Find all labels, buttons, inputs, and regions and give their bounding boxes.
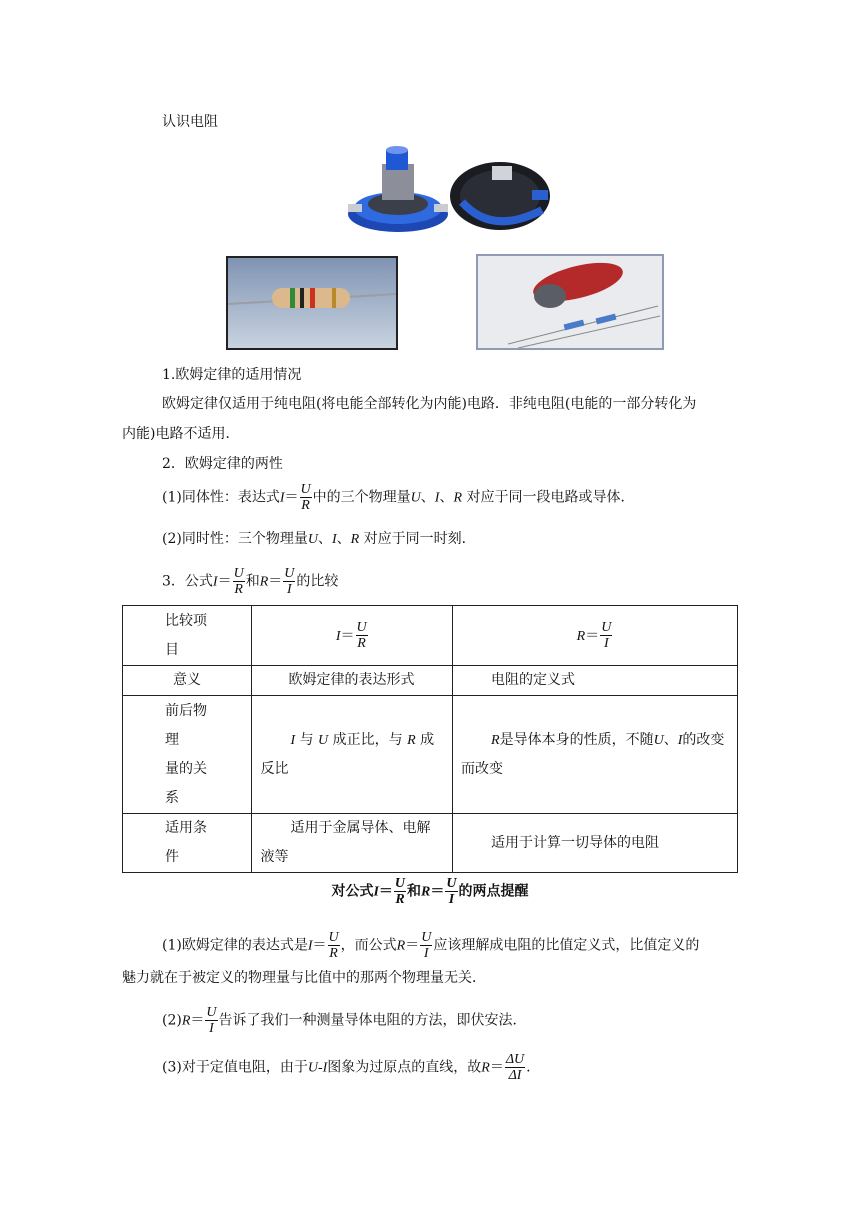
symbol: R <box>350 532 360 547</box>
symbol: R <box>407 732 416 748</box>
numerator: U <box>233 566 244 581</box>
section2-item2 <box>162 529 476 550</box>
text: 、 <box>439 489 454 506</box>
denominator: I <box>209 1021 214 1036</box>
header-cell-item <box>123 606 252 666</box>
row-label-relation <box>123 696 252 814</box>
text: 3．公式 <box>162 573 213 590</box>
denominator: R <box>301 498 310 513</box>
table-row <box>123 606 738 666</box>
symbol: I <box>279 490 285 506</box>
color-ring-resistor-photo <box>226 256 398 350</box>
text: 和 <box>407 883 422 900</box>
cell-relation-resistance <box>453 696 738 814</box>
symbol: R <box>453 490 462 506</box>
text: 和 <box>245 573 260 590</box>
numerator: U <box>394 876 406 891</box>
fraction-u-over-r <box>233 566 245 597</box>
fraction-u-over-i <box>600 620 612 651</box>
symbol: U <box>307 532 318 547</box>
symbol: I <box>434 490 440 506</box>
numerator: U <box>284 566 295 581</box>
fraction-u-over-r <box>328 930 340 961</box>
fraction-u-over-r <box>394 876 406 907</box>
text: ＝ <box>268 573 283 590</box>
row-label-meaning: 意义 <box>123 666 252 696</box>
tip3 <box>162 1052 531 1083</box>
numerator: U <box>446 876 457 891</box>
symbol: I <box>373 884 379 900</box>
text: 而改变 <box>461 760 504 777</box>
text: ＝ <box>378 883 393 900</box>
text: 系 <box>165 789 179 806</box>
text: 对应于同一段电路或导体． <box>466 489 635 506</box>
text: ＝ <box>217 573 232 590</box>
symbol: I <box>335 628 341 644</box>
text: 中的三个物理量 <box>312 489 411 506</box>
fraction-u-over-r <box>356 620 368 651</box>
cell-relation-ohm <box>252 696 453 814</box>
text: 与 <box>299 731 314 748</box>
cell-meaning-resistance: 电阻的定义式 <box>453 666 738 696</box>
fraction-u-over-r <box>300 482 312 513</box>
symbol: U-I <box>307 1060 328 1076</box>
section1-title: 1.欧姆定律的适用情况 <box>162 367 302 383</box>
denominator: R <box>329 946 338 961</box>
denominator: R <box>234 582 243 597</box>
denominator: R <box>357 636 366 651</box>
symbol: I <box>331 532 337 547</box>
numerator: U <box>356 620 367 635</box>
numerator: U <box>421 930 432 945</box>
symbol: R <box>491 732 500 748</box>
text: ＝ <box>190 1012 205 1029</box>
text: ＝ <box>430 883 445 900</box>
symbol: U <box>318 732 329 748</box>
symbol: R <box>421 884 431 900</box>
denominator: I <box>423 946 429 961</box>
text: (2)同时性：三个物理量 <box>162 531 308 547</box>
text: 的改变 <box>682 731 725 748</box>
text: . <box>526 1059 531 1076</box>
symbol: R <box>396 938 406 954</box>
text: 反比 <box>260 760 289 777</box>
tips-heading <box>0 876 860 907</box>
denominator: I <box>287 582 292 597</box>
comparison-table <box>122 605 738 873</box>
text: 的比较 <box>296 573 339 590</box>
potentiometer-photo <box>342 146 558 238</box>
tip2 <box>162 1005 527 1036</box>
text: 、 <box>336 531 351 547</box>
tip1-line2: 魅力就在于被定义的物理量与比值中的那两个物理量无关． <box>122 970 486 986</box>
fraction-u-over-i <box>420 930 432 961</box>
denominator: I <box>448 892 455 907</box>
text: 是导体本身的性质，不随 <box>499 731 654 748</box>
header-cell-formula-i <box>252 606 453 666</box>
numerator: U <box>601 620 612 635</box>
text: ＝ <box>585 627 600 644</box>
text: (1)欧姆定律的表达式是 <box>162 937 308 954</box>
denominator: I <box>603 636 609 651</box>
symbol: I <box>307 938 313 954</box>
section1-paragraph-line2: 内能)电路不适用． <box>122 426 240 442</box>
denominator: ΔI <box>508 1068 522 1083</box>
text: 、 <box>420 489 435 506</box>
text: 成正比，与 <box>332 731 403 748</box>
section2-title: 2．欧姆定律的两性 <box>162 456 283 472</box>
text: ＝ <box>405 937 420 954</box>
symbol: I <box>677 732 683 748</box>
text: ＝ <box>312 937 327 954</box>
numerator: ΔU <box>505 1052 525 1067</box>
symbol: I <box>212 574 218 590</box>
header-cell-formula-r <box>453 606 738 666</box>
text: 理 <box>165 731 179 748</box>
symbol: R <box>576 628 586 644</box>
symbol: U <box>410 490 421 506</box>
cell-condition-resistance: 适用于计算一切导体的电阻 <box>453 814 738 873</box>
text: (1)同体性：表达式 <box>162 489 280 506</box>
text: 成 <box>420 731 435 748</box>
text: 对公式 <box>331 883 374 900</box>
symbol: R <box>181 1013 191 1029</box>
text: 适用于金属导体、电解 <box>290 820 431 836</box>
text: 目 <box>165 641 179 658</box>
fraction-u-over-i <box>283 566 295 597</box>
text: 应该理解成电阻的比值定义式，比值定义的 <box>433 937 700 954</box>
denominator: R <box>395 892 405 907</box>
symbol: R <box>259 574 269 590</box>
row-label-condition <box>123 814 252 873</box>
text: 件 <box>165 849 179 865</box>
text: (2) <box>162 1012 182 1029</box>
fraction-u-over-i <box>445 876 457 907</box>
section3-title <box>162 566 338 597</box>
text: 对应于同一时刻． <box>363 531 476 547</box>
symbol: U <box>653 732 664 748</box>
resistors-and-potentiometer-photo <box>476 254 664 350</box>
tip1-line1 <box>162 930 699 961</box>
text: 的两点提醒 <box>458 883 529 900</box>
text: ，而公式 <box>340 937 397 954</box>
text: ＝ <box>489 1059 504 1076</box>
text: 告诉了我们一种测量导体电阻的方法，即伏安法． <box>218 1012 527 1029</box>
table-row <box>123 696 738 814</box>
text: 比较项 <box>165 612 207 629</box>
text: ＝ <box>340 627 355 644</box>
text: ＝ <box>284 489 299 506</box>
text: 前后物 <box>165 702 207 719</box>
fraction-u-over-i <box>205 1005 217 1036</box>
symbol: I <box>290 732 296 748</box>
text: 、 <box>663 731 678 748</box>
text: 量的关 <box>165 760 207 777</box>
section1-paragraph-line1: 欧姆定律仅适用于纯电阻(将电能全部转化为内能)电路．非纯电阻(电能的一部分转化为 <box>162 396 697 412</box>
section2-item1 <box>162 482 634 513</box>
cell-condition-ohm <box>252 814 453 873</box>
text: 图象为过原点的直线，故 <box>327 1059 482 1076</box>
text: (3)对于定值电阻，由于 <box>162 1059 308 1076</box>
table-row <box>123 814 738 873</box>
fraction-du-over-di <box>505 1052 525 1083</box>
numerator: U <box>328 930 339 945</box>
text: 液等 <box>260 849 289 865</box>
table-row <box>123 666 738 696</box>
text: 、 <box>317 531 332 547</box>
text: 适用条 <box>165 820 207 836</box>
numerator: U <box>300 482 311 497</box>
symbol: R <box>481 1060 490 1076</box>
cell-meaning-ohm: 欧姆定律的表达形式 <box>252 666 453 696</box>
page-heading: 认识电阻 <box>162 114 218 130</box>
numerator: U <box>206 1005 217 1020</box>
